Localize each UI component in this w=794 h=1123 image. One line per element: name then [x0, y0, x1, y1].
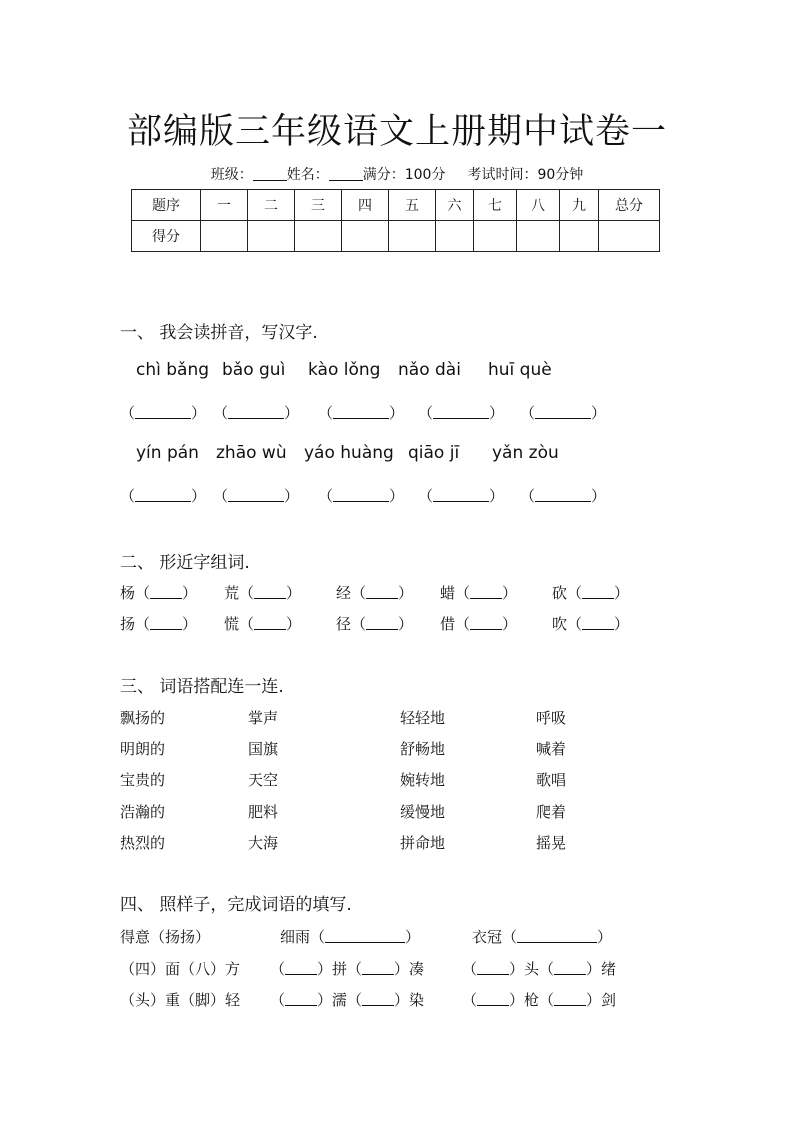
exam-info	[0, 164, 794, 184]
fill-item[interactable]: （ ）枪（ ）剑	[462, 991, 617, 1009]
match-word[interactable]: 宝贵的	[120, 771, 166, 789]
match-word[interactable]: 天空	[248, 771, 279, 789]
example-word: 得意（扬扬）	[120, 928, 211, 946]
word-item[interactable]: 经（ ）	[336, 584, 414, 602]
match-word[interactable]: 舒畅地	[400, 740, 446, 758]
score-cell[interactable]	[342, 221, 389, 252]
header-cell: 四	[342, 190, 389, 221]
fill-item[interactable]: 衣冠（ ）	[472, 928, 613, 946]
section2-heading: 二、 形近字组词.	[120, 553, 250, 573]
answer-box[interactable]: （ ）	[520, 404, 607, 422]
fill-item[interactable]: （ ）拼（ ）凑	[270, 960, 425, 978]
score-cell[interactable]	[201, 221, 248, 252]
match-word[interactable]: 缓慢地	[400, 803, 446, 821]
score-cell[interactable]	[474, 221, 517, 252]
match-word[interactable]: 掌声	[248, 709, 279, 727]
section3-heading: 三、 词语搭配连一连.	[120, 677, 284, 697]
match-word[interactable]: 婉转地	[400, 771, 446, 789]
answer-box[interactable]: （ ）	[520, 487, 607, 505]
score-table-score-row	[132, 221, 660, 252]
pinyin: qiāo jī	[408, 443, 460, 463]
score-table-header-row	[132, 190, 660, 221]
answer-box[interactable]: （ ）	[213, 487, 300, 505]
word-item[interactable]: 杨（ ）	[120, 584, 198, 602]
match-word[interactable]: 呼吸	[536, 709, 567, 727]
fill-item[interactable]: （ ）濡（ ）染	[270, 991, 425, 1009]
header-cell: 题序	[132, 190, 201, 221]
pinyin: chì bǎng	[136, 360, 210, 380]
full-score: 满分：100分	[362, 167, 446, 183]
section4-heading: 四、 照样子，完成词语的填写.	[120, 895, 352, 915]
match-word[interactable]: 明朗的	[120, 740, 166, 758]
section1-heading: 一、 我会读拼音，写汉字.	[120, 323, 318, 343]
answer-box[interactable]: （ ）	[120, 404, 207, 422]
word-item[interactable]: 荒（ ）	[224, 584, 302, 602]
score-cell[interactable]	[599, 221, 660, 252]
header-cell: 三	[295, 190, 342, 221]
match-word[interactable]: 摇晃	[536, 834, 567, 852]
pinyin: yǎn zòu	[492, 443, 559, 463]
score-cell[interactable]	[248, 221, 295, 252]
class-label: 班级：	[210, 167, 253, 183]
pinyin: kào lǒng	[308, 360, 381, 380]
header-cell: 九	[560, 190, 599, 221]
row-label: 得分	[132, 221, 201, 252]
pinyin: nǎo dài	[398, 360, 461, 380]
answer-box[interactable]: （ ）	[120, 487, 207, 505]
match-word[interactable]: 大海	[248, 834, 279, 852]
header-cell: 五	[389, 190, 436, 221]
fill-item[interactable]: 细雨（ ）	[280, 928, 421, 946]
pinyin: zhāo wù	[216, 443, 287, 463]
score-cell[interactable]	[436, 221, 474, 252]
score-cell[interactable]	[389, 221, 436, 252]
example-word: （四）面（八）方	[120, 960, 241, 978]
pinyin: yín pán	[136, 443, 199, 463]
match-word[interactable]: 轻轻地	[400, 709, 446, 727]
match-word[interactable]: 歌唱	[536, 771, 567, 789]
score-cell[interactable]	[560, 221, 599, 252]
fill-item[interactable]: （ ）头（ ）绪	[462, 960, 617, 978]
word-item[interactable]: 慌（ ）	[224, 615, 302, 633]
score-cell[interactable]	[295, 221, 342, 252]
answer-box[interactable]: （ ）	[213, 404, 300, 422]
page-title: 部编版三年级语文上册期中试卷一	[126, 112, 667, 152]
answer-box[interactable]: （ ）	[418, 404, 505, 422]
word-item[interactable]: 径（ ）	[336, 615, 414, 633]
answer-box[interactable]: （ ）	[318, 487, 405, 505]
match-word[interactable]: 热烈的	[120, 834, 166, 852]
class-blank[interactable]	[253, 168, 287, 181]
name-blank[interactable]	[329, 168, 363, 181]
answer-box[interactable]: （ ）	[418, 487, 505, 505]
header-cell: 一	[201, 190, 248, 221]
score-cell[interactable]	[517, 221, 560, 252]
score-table	[131, 189, 660, 252]
name-label: 姓名：	[286, 167, 329, 183]
word-item[interactable]: 蜡（ ）	[440, 584, 518, 602]
match-word[interactable]: 拼命地	[400, 834, 446, 852]
exam-time: 考试时间：90分钟	[467, 167, 584, 183]
header-cell: 总分	[599, 190, 660, 221]
pinyin: bǎo guì	[222, 360, 286, 380]
pinyin: huī què	[488, 360, 552, 380]
header-cell: 八	[517, 190, 560, 221]
word-item[interactable]: 吹（ ）	[552, 615, 630, 633]
header-cell: 二	[248, 190, 295, 221]
match-word[interactable]: 肥料	[248, 803, 279, 821]
pinyin: yáo huàng	[304, 443, 394, 463]
match-word[interactable]: 国旗	[248, 740, 279, 758]
match-word[interactable]: 喊着	[536, 740, 567, 758]
word-item[interactable]: 扬（ ）	[120, 615, 198, 633]
header-cell: 七	[474, 190, 517, 221]
match-word[interactable]: 浩瀚的	[120, 803, 166, 821]
word-item[interactable]: 砍（ ）	[552, 584, 630, 602]
header-cell: 六	[436, 190, 474, 221]
match-word[interactable]: 爬着	[536, 803, 567, 821]
answer-box[interactable]: （ ）	[318, 404, 405, 422]
match-word[interactable]: 飘扬的	[120, 709, 166, 727]
word-item[interactable]: 借（ ）	[440, 615, 518, 633]
example-word: （头）重（脚）轻	[120, 991, 241, 1009]
